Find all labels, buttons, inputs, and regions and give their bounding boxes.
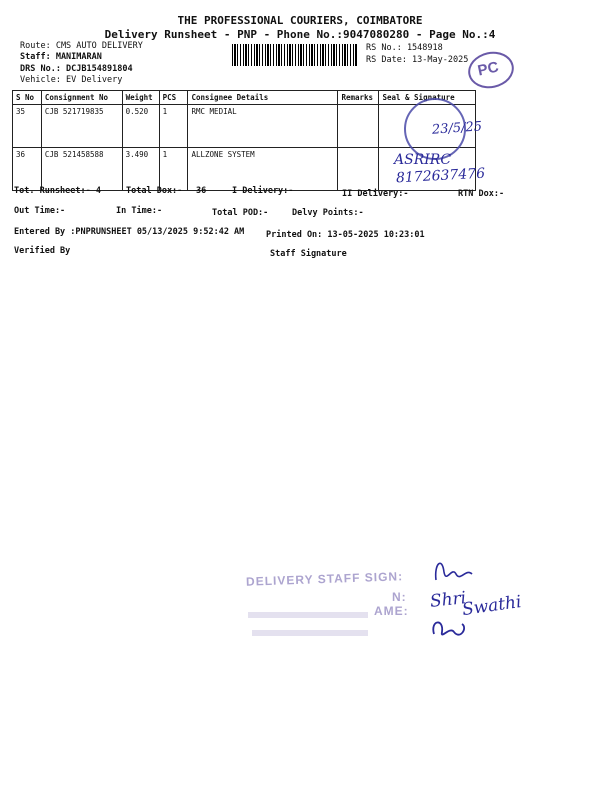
faint-stamp-line2: N: [392, 590, 407, 604]
pc-stamp [465, 48, 517, 93]
handwritten-scribbles [420, 544, 500, 654]
faint-stamp-smudge [248, 612, 368, 618]
runsheet-subtitle: Delivery Runsheet - PNP - Phone No.:9047080280 - Page No.:4 [104, 28, 496, 41]
scribble-bottom [433, 622, 464, 634]
tot-runsheet: Tot. Runsheet:- 4 [14, 186, 101, 196]
table-header-row [13, 91, 476, 105]
col-consignee: Consignee Details [188, 91, 338, 105]
col-weight: Weight [122, 91, 159, 105]
total-pod: Total POD:- [212, 208, 269, 218]
cell-consignee: ALLZONE SYSTEM [188, 148, 338, 191]
staff: Staff: MANIMARAN [20, 52, 102, 62]
total-dox-value: 36 [196, 186, 207, 196]
cell-consignment: CJB 521719835 [41, 105, 122, 148]
i-delivery: I Delivery:- [232, 186, 294, 196]
rs-date: RS Date: 13-May-2025 [366, 55, 469, 65]
cell-weight: 3.490 [122, 148, 159, 191]
row1-signature: 23/5/25 [431, 119, 483, 138]
out-time: Out Time:- [14, 206, 66, 216]
route: Route: CMS AUTO DELIVERY [20, 41, 143, 51]
col-pcs: PCS [159, 91, 188, 105]
cell-remarks [338, 105, 379, 148]
faint-stamp-smudge [252, 630, 368, 636]
faint-stamp-line1: DELIVERY STAFF SIGN: [245, 569, 404, 589]
faint-stamp-line3: AME: [374, 604, 409, 618]
scribble-top [436, 563, 472, 580]
cell-weight: 0.520 [122, 105, 159, 148]
printed-on: Printed On: 13-05-2025 10:23:01 [266, 230, 425, 240]
cell-sno: 35 [13, 105, 42, 148]
col-sno: S No [13, 91, 42, 105]
pc-stamp-text: PC [476, 58, 501, 80]
bottom-signature-1: Shri [429, 588, 468, 612]
cell-consignee: RMC MEDIAL [188, 105, 338, 148]
total-dox-label: Total Dox:- [126, 186, 183, 196]
rs-number: RS No.: 1548918 [366, 43, 443, 53]
company-title: THE PROFESSIONAL COURIERS, COIMBATORE [177, 14, 423, 27]
rtn-dox: RTN Dox:- [458, 189, 505, 199]
cell-pcs: 1 [159, 148, 188, 191]
col-consignment: Consignment No [41, 91, 122, 105]
ii-delivery: II Delivery:- [342, 189, 409, 199]
delvy-points: Delvy Points:- [292, 208, 364, 218]
barcode [232, 44, 358, 66]
cell-pcs: 1 [159, 105, 188, 148]
drs-number: DRS No.: DCJB154891804 [20, 64, 133, 74]
row2-phone: 8172637476 [395, 165, 486, 187]
vehicle: Vehicle: EV Delivery [20, 75, 123, 85]
col-seal: Seal & Signature [379, 91, 476, 105]
staff-signature-label: Staff Signature [270, 249, 347, 259]
verified-by: Verified By [14, 246, 71, 256]
cell-sno: 36 [13, 148, 42, 191]
row2-name: ASRIRC [394, 152, 452, 168]
cell-remarks [338, 148, 379, 191]
in-time: In Time:- [116, 206, 163, 216]
bottom-signature-2: Swathi [460, 591, 523, 621]
entered-by: Entered By :PNPRUNSHEET 05/13/2025 9:52:42 AM [14, 227, 245, 237]
col-remarks: Remarks [338, 91, 379, 105]
cell-consignment: CJB 521458588 [41, 148, 122, 191]
